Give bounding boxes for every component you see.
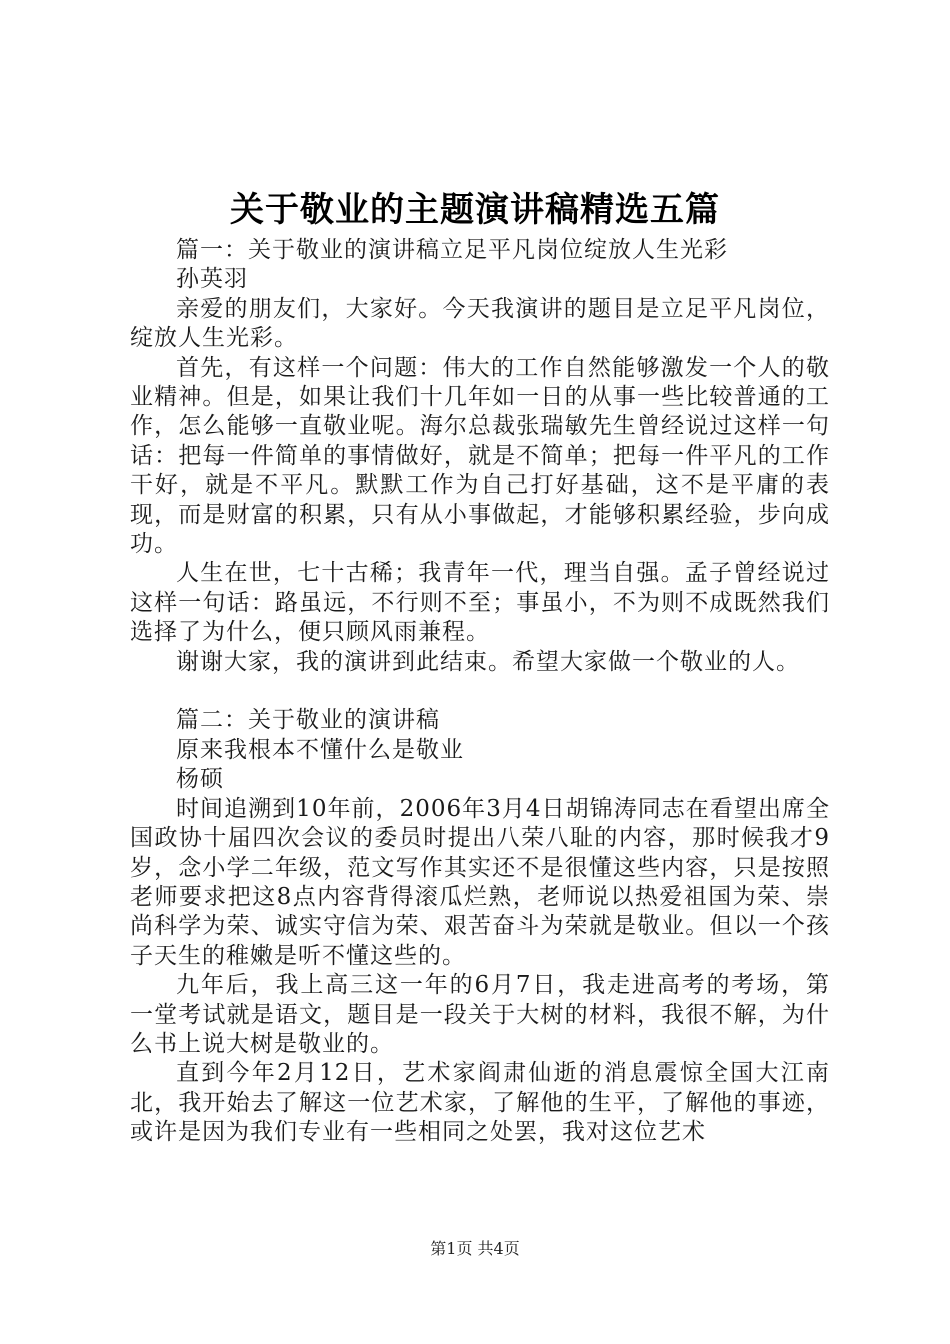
document-body bbox=[130, 236, 830, 1148]
paragraph: 谢谢大家，我的演讲到此结束。希望大家做一个敬业的人。 bbox=[176, 648, 800, 675]
section-two-subtitle: 原来我根本不懂什么是敬业 bbox=[176, 736, 464, 763]
author-name: 孙英羽 bbox=[176, 266, 248, 293]
document-title: 关于敬业的主题演讲稿精选五篇 bbox=[230, 190, 720, 230]
paragraph: 人生在世，七十古稀；我青年一代，理当自强。孟子曾经说过这样一句话：路虽远，不行则不至；事虽小，不为则不成既然我们选择了为什么，便只顾风雨兼程。 bbox=[130, 560, 830, 646]
paragraph: 亲爱的朋友们，大家好。今天我演讲的题目是立足平凡岗位，绽放人生光彩。 bbox=[130, 295, 830, 352]
paragraph: 九年后，我上高三这一年的6月7日，我走进高考的考场，第一堂考试就是语文，题目是一段关于大树的材料，我很不解，为什么书上说大树是敬业的。 bbox=[130, 972, 830, 1057]
author-name: 杨硕 bbox=[176, 766, 224, 793]
section-two-heading: 篇二：关于敬业的演讲稿 bbox=[176, 707, 440, 734]
paragraph: 首先，有这样一个问题：伟大的工作自然能够激发一个人的敬业精神。但是，如果让我们十几年如一日的从事一些比较普通的工作，怎么能够一直敬业呢。海尔总裁张瑞敏先生曾经说过这样一句话：把每一件简单的事情做好，就是不简单；把每一件平凡的工作干好，就是不平凡。默默工作为自己打好基础，这不是平庸的表现，而是财富的积累，只有从小事做起，才能够积累经验，步向成功。 bbox=[130, 354, 830, 558]
paragraph: 直到今年2月12日，艺术家阎肃仙逝的消息震惊全国大江南北，我开始去了解这一位艺术家，了解他的生平，了解他的事迹，或许是因为我们专业有一些相同之处罢，我对这位艺术 bbox=[130, 1060, 830, 1146]
paragraph: 时间追溯到10年前，2006年3月4日胡锦涛同志在看望出席全国政协十届四次会议的委员时提出八荣八耻的内容，那时候我才9岁，念小学二年级，范文写作其实还不是很懂这些内容，只是按照老师要求把这8点内容背得滚瓜烂熟，老师说以热爱祖国为荣、崇尚科学为荣、诚实守信为荣、艰苦奋斗为荣就是敬业。但以一个孩子天生的稚嫩是听不懂这些的。 bbox=[130, 795, 830, 969]
page-footer: 第1页 共4页 bbox=[430, 1239, 520, 1258]
section-one-heading: 篇一：关于敬业的演讲稿立足平凡岗位绽放人生光彩 bbox=[176, 237, 728, 263]
section-gap bbox=[130, 677, 830, 706]
